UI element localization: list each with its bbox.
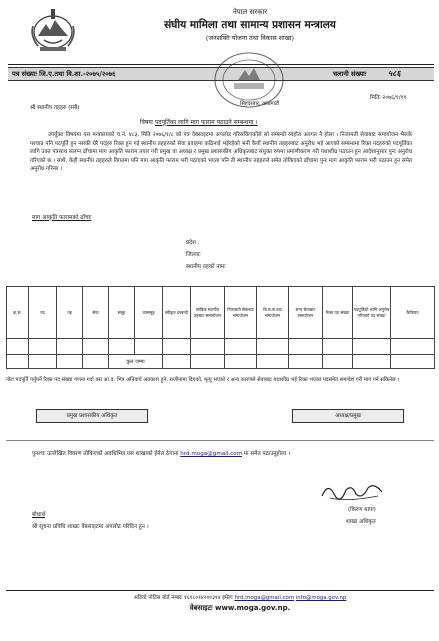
chalani-label: चलानी संख्याः [333,70,367,78]
handwritten-signature [318,478,388,506]
form-pradesh: प्रदेश : [186,240,200,246]
postscript-prefix: पुनश्चः उल्लेखित विवरण तोकिएको अवधिभित्र यस शाखाको ईमेल ठेगाना [32,451,179,457]
postscript-line [32,451,290,458]
table-header-row [7,287,435,339]
bodharth-item: श्री सूचना प्रविधि शाखाः वेबसाइटमा अपलोड गरिदिन हुन । [32,524,149,530]
signer-name: (किरण थापा) [348,507,376,513]
footer-email-1[interactable]: hrd.moga@gmail.com [234,595,295,601]
subject-text: पदपूर्तिका लागि माग फाराम पठाउने सम्बन्धमा । [154,119,258,126]
demand-form-table [6,286,435,369]
bodharth-label: बोधार्थ [32,512,46,518]
chalani-number: ५८६ [388,69,401,78]
patra-sankhya: पत्र संख्याः जि.ए.तथा वि.शा.-२०७५/२०७६ [12,70,116,78]
signature-box-chair: अध्यक्ष/प्रमुख [292,409,404,423]
form-jilla: जिल्लाः [186,252,201,258]
table-header: सन्य सेवाबाट समायोजन [289,287,323,339]
table-header: क्र.सं. [7,287,29,339]
table-header: रिक्त पद संख्या [323,287,353,339]
footer-divider [6,590,434,591]
letter-body: उपर्युक्त विषयमा यस मन्त्रालयको च.नं. ४८३, मिति २०७६/१/८ को पत्र वेबसाइटमा अपलोड गरिसकिएकोले सो सम्बन्धी व्यहोरा अवगत नै होला । निजामती सेवाबाट समायोजन भैसके पश्चात पनि पदपूर्ति हुन नसकी धेरै पदहरु रिक्त हुन गई स्थानीय तहहरुको सेवा प्रवाहमा कठिनाई भईरहेको भनी कैयौं स्थानीय तहहरुबाट अनुरोध भई आएको सम्बन्धमा रिक्त पदहरुको पदपूर्तिका लागि उक्त पत्रसाथ संलग्न ढाँचामा माग आकृति फाराम तयार गरी प्रमुख वा अध्यक्ष र प्रमुख प्रशासकीय अधिकृतबाट संयुक्त रुपमा प्रमाणीकरण गरी यथाशीघ्र पठाउन हुन आदेशानुसार पुनः अनुरोध गरिएको छ । साथै, केही स्थानीय तहहरुले विगतमा पनि माग आकृति फाराम भरी पठाएको भएता पनि ती स्थानीय तहहरुले समेत तोकिएको ढाँचामा पुनः माग आकृति फाराम भरी पठाउन हुन समेत अनुरोध गरिन्छ । [30,132,412,173]
table-header: साबिक स्थानीय तहबाट समायोजन [191,287,225,339]
table-header: तह [57,287,83,339]
note-text: नोटः पदपूर्ति गर्नुपर्ने रिक्त पद संख्या गणना गर्दा यस आ.व. भित्र अनिवार्य अवकाश हुने, राजीनामा दिएको, मृत्यु भएको र अन्य कारणले सेवाबाट यथाशीघ्र भई रिक्त भएका पदसमेत समावेश गरी माग गर्न सकिनेछ । [6,377,400,383]
signer-title: शाखा अधिकृत [346,519,376,525]
stamp-text: सिंहदरबार, काठमाडौं [240,101,280,107]
table-header: स्वीकृत दरबन्दी [163,287,191,339]
table-header: कैफियत [391,287,435,339]
table-header: पद [29,287,57,339]
letter-date: मितिः २०७६/१/११ [370,95,407,101]
form-title: माग आकृति फारामको ढाँचाः [32,215,92,221]
footer-contact [90,595,390,602]
table-header: निजामती सेवाबाट समायोजन [225,287,257,339]
subject-label: विषयः [140,119,154,126]
postscript-suffix: मा समेत पठाउनुहोला । [243,451,291,457]
table-header: बि.स.स.बाट समायोजन [257,287,289,339]
footer-website[interactable]: वेबसाइटः www.moga.gov.np. [189,604,291,612]
table-total-row [7,355,435,369]
recipient: श्री स्थानीय तहहरु (सबै) [30,105,80,111]
header-line-1: नेपाल सरकार [232,8,268,16]
nepal-government-emblem [28,6,78,52]
section-divider [6,440,434,441]
subject-line [140,119,258,127]
footer-email-2[interactable]: info@moga.gov.np [295,595,347,601]
table-header: सेवा [83,287,109,339]
table-header: पदपूर्तिको लागि अनुरोध गरिएको पद संख्या [353,287,391,339]
total-label: कुल जम्मा [109,355,163,369]
table-row [7,339,435,355]
table-header: समूह [109,287,135,339]
section-name: (जनशक्ति योजना तथा विकास शाखा) [205,34,295,42]
postscript-email-link[interactable]: hrd.moga@gmail.com [180,451,243,457]
footer-notice-board: अडियो नोटिस बोर्ड नम्बरः १६१८०१४२००३१४ इमेलः [133,595,233,601]
ministry-title: संघीय मामिला तथा सामान्य प्रशासन मन्त्रालय [164,19,336,31]
signature-box-cao: प्रमुख प्रशासकीय अधिकृत [36,409,148,423]
form-sthaniya-tah: स्थानीय तहको नामः [186,264,226,270]
table-header: उपसमूह [135,287,163,339]
